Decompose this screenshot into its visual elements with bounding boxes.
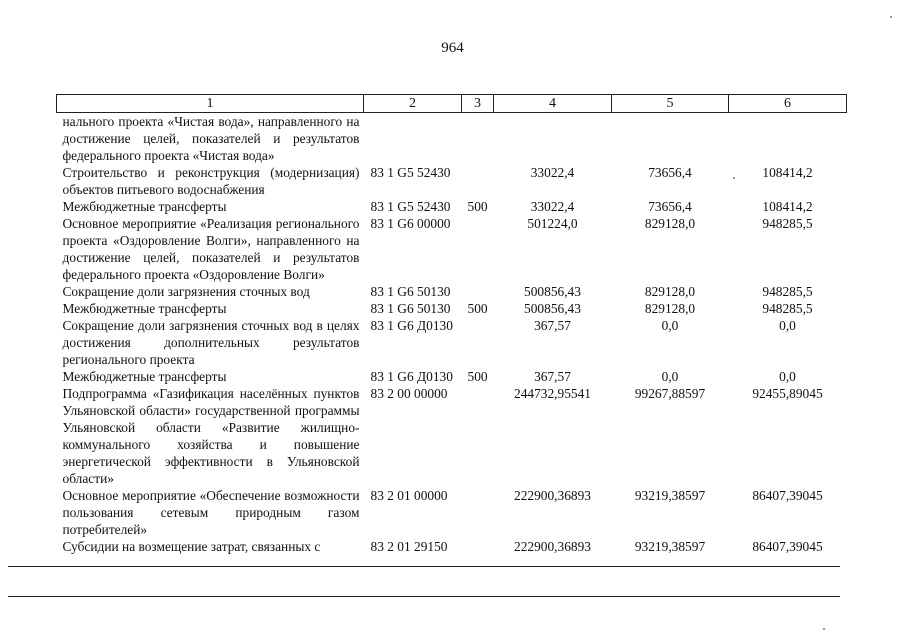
row-value-2026-cell: 92455,89045: [752, 386, 823, 401]
row-underline: [8, 596, 840, 597]
row-value-2025-cell: 829128,0: [644, 216, 696, 231]
table-row: [57, 487, 847, 538]
row-value-2024-cell: 367,57: [534, 369, 571, 384]
row-value-2024-cell: 222900,36893: [514, 539, 591, 554]
table-row: [57, 300, 847, 317]
row-value-2025-cell: 829128,0: [644, 301, 696, 316]
row-vr-cell: [462, 283, 494, 300]
row-vr-cell: [462, 317, 494, 368]
row-value-2024-cell: 501224,0: [527, 216, 578, 231]
row-code-cell: 83 1 G6 50130: [370, 284, 451, 299]
row-vr-cell: [462, 164, 494, 198]
row-value-2026-cell: 108414,2: [762, 199, 813, 214]
header-cell: 5: [612, 95, 729, 113]
table-row: [57, 368, 847, 385]
row-value-2026-cell: 948285,5: [762, 216, 813, 231]
table-row: [57, 113, 847, 165]
row-value-2025-cell: 93219,38597: [634, 488, 706, 503]
header-cell: 3: [462, 95, 494, 113]
row-vr-cell: [462, 113, 494, 165]
table-row: [57, 538, 847, 555]
table-row: [57, 198, 847, 215]
row-name-cell: Межбюджетные трансферты: [62, 199, 227, 214]
row-code-cell: 83 1 G6 00000: [370, 216, 451, 231]
row-name-cell: Межбюджетные трансферты: [62, 301, 227, 316]
row-value-2026-cell: 948285,5: [762, 301, 813, 316]
row-value-2025-cell: 99267,88597: [634, 386, 706, 401]
row-name-cell: Основное мероприятие «Реализация регионального проекта «Оздоровление Волги», направленного на достижение целей, показателей и результатов федерального проекта «Оздоровление Волги»: [62, 216, 360, 282]
table-row: [57, 385, 847, 487]
header-cell: 2: [364, 95, 462, 113]
row-value-2024-cell: 500856,43: [524, 301, 581, 316]
row-value-2025-cell: 73656,4: [648, 199, 692, 214]
row-name-cell: Строительство и реконструкция (модернизация) объектов питьевого водоснабжения: [62, 165, 360, 197]
row-value-2026-cell: [729, 113, 847, 165]
row-name-cell: Сокращение доли загрязнения сточных вод в целях достижения дополнительных результатов регионального проекта: [62, 318, 360, 367]
row-value-2025-cell: 73656,4: [648, 165, 692, 180]
row-code-cell: [364, 113, 462, 165]
row-value-2025-cell: 829128,0: [644, 284, 696, 299]
row-vr-cell: [462, 215, 494, 283]
row-code-cell: 83 1 G6 Д0130: [370, 318, 453, 333]
row-value-2024-cell: [494, 113, 612, 165]
row-value-2024-cell: 367,57: [534, 318, 571, 333]
row-value-2026-cell: 948285,5: [762, 284, 813, 299]
table-row: [57, 283, 847, 300]
row-code-cell: 83 2 01 00000: [370, 488, 448, 503]
row-name-cell: Субсидии на возмещение затрат, связанных с: [62, 539, 321, 554]
row-value-2025-cell: 0,0: [661, 369, 679, 384]
row-code-cell: 83 1 G5 52430: [370, 199, 451, 214]
row-vr-cell: [462, 538, 494, 555]
row-name-cell: Подпрограмма «Газификация населённых пунктов Ульяновской области» государственной программы Ульяновской области «Развитие жилищно-коммунального хозяйства и повышение энергетической эффективности в Ульяновской области»: [62, 386, 360, 486]
row-code-cell: 83 2 00 00000: [370, 386, 448, 401]
row-value-2026-cell: 108414,2: [762, 165, 813, 180]
row-value-2026-cell: 86407,39045: [752, 488, 823, 503]
row-vr-cell: 500: [467, 369, 488, 384]
header-cell: 1: [57, 95, 364, 113]
row-name-cell: нального проекта «Чистая вода», направленного на достижение целей, показателей и результатов федерального проекта «Чистая вода»: [62, 114, 360, 163]
table-row: [57, 215, 847, 283]
row-value-2026-cell: 0,0: [779, 369, 796, 384]
row-value-2025-cell: [612, 113, 729, 165]
row-name-cell: Сокращение доли загрязнения сточных вод: [62, 284, 310, 299]
row-value-2026-cell: 0,0: [779, 318, 796, 333]
table-header-row: [57, 95, 847, 113]
row-value-2024-cell: 244732,95541: [514, 386, 591, 401]
row-code-cell: 83 2 01 29150: [370, 539, 448, 554]
row-code-cell: 83 1 G5 52430: [370, 165, 451, 180]
row-value-2024-cell: 500856,43: [524, 284, 581, 299]
row-code-cell: 83 1 G6 50130: [370, 301, 451, 316]
header-cell: 4: [494, 95, 612, 113]
header-cell: 6: [729, 95, 847, 113]
scan-speck: [823, 628, 825, 630]
row-vr-cell: [462, 385, 494, 487]
row-value-2024-cell: 33022,4: [530, 165, 575, 180]
row-vr-cell: 500: [467, 301, 488, 316]
table-row: [57, 164, 847, 198]
row-value-2026-cell: 86407,39045: [752, 539, 823, 554]
row-value-2024-cell: 222900,36893: [514, 488, 591, 503]
row-name-cell: Основное мероприятие «Обеспечение возможности пользования сетевым природным газом потребителей»: [62, 488, 360, 537]
row-value-2025-cell: 0,0: [661, 318, 679, 333]
row-value-2025-cell: 93219,38597: [634, 539, 706, 554]
budget-table: [56, 94, 847, 555]
scan-speck: [733, 177, 735, 179]
row-vr-cell: 500: [467, 199, 488, 214]
scan-speck: [890, 16, 892, 18]
row-vr-cell: [462, 487, 494, 538]
table-row: [57, 317, 847, 368]
row-name-cell: Межбюджетные трансферты: [62, 369, 227, 384]
row-value-2024-cell: 33022,4: [530, 199, 575, 214]
row-code-cell: 83 1 G6 Д0130: [370, 369, 453, 384]
page-number: 964: [441, 40, 464, 56]
row-underline: [8, 566, 840, 567]
